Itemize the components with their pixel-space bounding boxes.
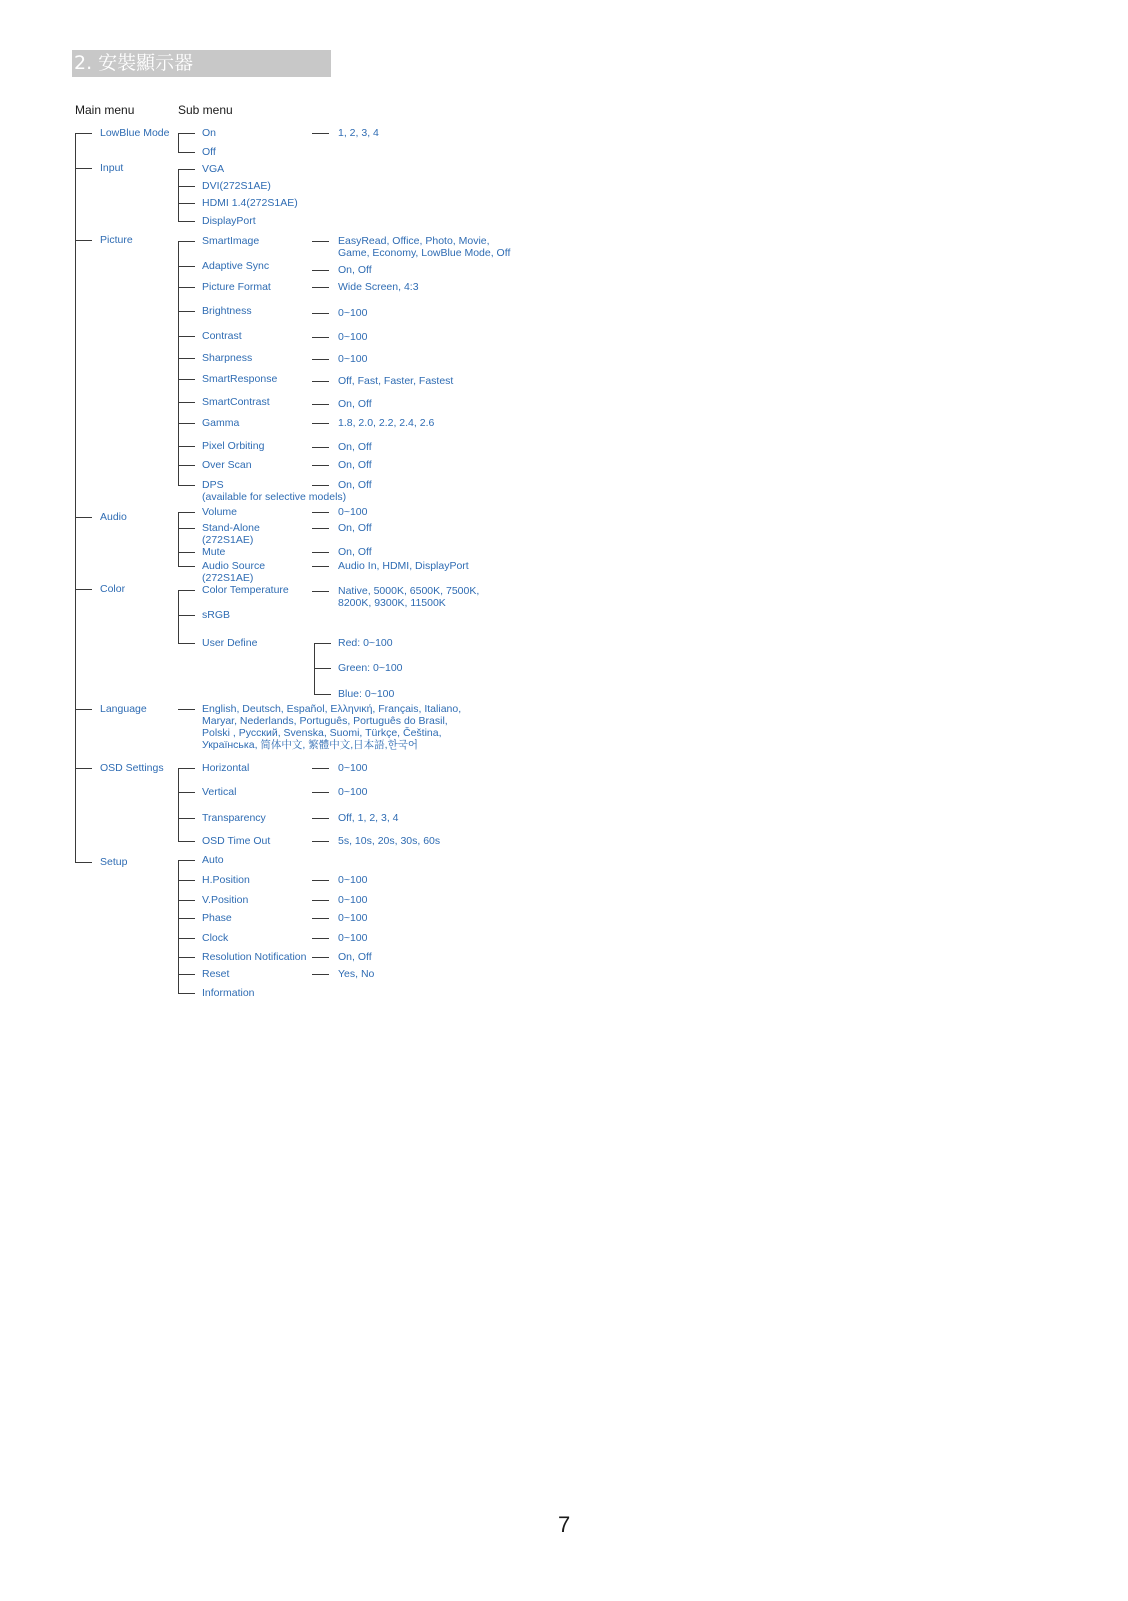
main-menu-connector xyxy=(75,589,92,590)
sub-menu-value: Off, 1, 2, 3, 4 xyxy=(338,812,399,824)
value-connector xyxy=(312,465,329,466)
sub-menu-connector xyxy=(178,590,195,591)
sub-menu-item: H.Position xyxy=(202,874,250,886)
value-connector xyxy=(312,447,329,448)
main-menu-language: Language xyxy=(100,703,147,715)
sub-menu-connector xyxy=(178,169,195,170)
user-define-connector xyxy=(314,694,331,695)
main-menu-connector xyxy=(75,168,92,169)
sub-menu-connector xyxy=(178,880,195,881)
sub-menu-connector xyxy=(178,938,195,939)
sub-menu-value: EasyRead, Office, Photo, Movie, xyxy=(338,235,490,247)
sub-menu-item: (272S1AE) xyxy=(202,572,254,584)
sub-menu-item: Information xyxy=(202,987,255,999)
sub-menu-item: Stand-Alone xyxy=(202,522,260,534)
sub-menu-connector xyxy=(178,186,195,187)
sub-menu-value: 1.8, 2.0, 2.2, 2.4, 2.6 xyxy=(338,417,435,429)
main-menu-connector xyxy=(75,862,92,863)
sub-menu-item: Pixel Orbiting xyxy=(202,440,265,452)
value-connector xyxy=(312,404,329,405)
sub-menu-item: Over Scan xyxy=(202,459,252,471)
sub-menu-item: VGA xyxy=(202,163,225,175)
sub-menu-connector xyxy=(178,974,195,975)
main-menu-color: Color xyxy=(100,583,126,595)
sub-menu-item: DPS xyxy=(202,479,224,491)
sub-menu-connector xyxy=(178,918,195,919)
language-options-line: English, Deutsch, Español, Ελληνική, Français, Italiano, xyxy=(202,703,462,715)
sub-menu-value: On, Off xyxy=(338,951,372,963)
sub-menu-item: Transparency xyxy=(202,812,266,824)
sub-menu-connector xyxy=(178,512,195,513)
value-connector xyxy=(312,512,329,513)
value-connector xyxy=(312,938,329,939)
sub-menu-value: Game, Economy, LowBlue Mode, Off xyxy=(338,247,511,259)
value-connector xyxy=(312,768,329,769)
sub-menu-connector xyxy=(178,402,195,403)
user-define-connector xyxy=(314,643,331,644)
user-define-value: Green: 0~100 xyxy=(338,662,403,674)
sub-menu-item: Clock xyxy=(202,932,229,944)
sub-menu-item: Volume xyxy=(202,506,238,518)
value-connector xyxy=(312,359,329,360)
sub-menu-connector xyxy=(178,336,195,337)
sub-menu-item: SmartContrast xyxy=(202,396,270,408)
sub-menu-value: 5s, 10s, 20s, 30s, 60s xyxy=(338,835,441,847)
sub-menu-item: HDMI 1.4(272S1AE) xyxy=(202,197,298,209)
value-connector xyxy=(312,133,329,134)
value-connector xyxy=(312,337,329,338)
sub-menu-item: DVI(272S1AE) xyxy=(202,180,271,192)
sub-menu-item: (272S1AE) xyxy=(202,534,254,546)
main-menu-osd-settings: OSD Settings xyxy=(100,762,164,774)
main-menu-input: Input xyxy=(100,162,124,174)
sub-menu-value: Off, Fast, Faster, Fastest xyxy=(338,375,454,387)
sub-menu-connector xyxy=(178,792,195,793)
sub-menu-value: Yes, No xyxy=(338,968,375,980)
page-number: 7 xyxy=(558,1512,571,1537)
sub-menu-value: 0~100 xyxy=(338,894,368,906)
main-menu-lowblue-mode: LowBlue Mode xyxy=(100,127,170,139)
sub-menu-item: SmartImage xyxy=(202,235,260,247)
sub-menu-value: 0~100 xyxy=(338,762,368,774)
value-connector xyxy=(312,313,329,314)
value-connector xyxy=(312,918,329,919)
sub-menu-note: (available for selective models) xyxy=(202,491,347,503)
value-connector xyxy=(312,287,329,288)
sub-menu-value: On, Off xyxy=(338,441,372,453)
sub-menu-value: 8200K, 9300K, 11500K xyxy=(338,597,446,609)
user-define-spine xyxy=(314,643,315,695)
language-connector xyxy=(178,709,195,710)
sub-menu-value: On, Off xyxy=(338,522,372,534)
sub-menu-connector xyxy=(178,957,195,958)
sub-menu-item: sRGB xyxy=(202,609,231,621)
sub-menu-connector xyxy=(178,615,195,616)
sub-menu-connector xyxy=(178,152,195,153)
sub-menu-connector xyxy=(178,446,195,447)
sub-menu-value: Audio In, HDMI, DisplayPort xyxy=(338,560,469,572)
sub-menu-item: Mute xyxy=(202,546,226,558)
sub-menu-spine-lowblue-mode xyxy=(178,133,179,153)
sub-menu-value: 0~100 xyxy=(338,912,368,924)
sub-menu-connector xyxy=(178,900,195,901)
sub-menu-connector xyxy=(178,993,195,994)
sub-menu-item: User Define xyxy=(202,637,258,649)
sub-menu-connector xyxy=(178,203,195,204)
sub-menu-item: DisplayPort xyxy=(202,215,256,227)
value-connector xyxy=(312,591,329,592)
sub-menu-item: Horizontal xyxy=(202,762,250,774)
sub-menu-spine-osd-settings xyxy=(178,768,179,842)
language-options-line: Українська, 简体中文, 繁體中文,日本語,한국어 xyxy=(202,739,419,751)
main-menu-audio: Audio xyxy=(100,511,127,523)
value-connector xyxy=(312,423,329,424)
value-connector xyxy=(312,485,329,486)
value-connector xyxy=(312,241,329,242)
sub-menu-value: 0~100 xyxy=(338,506,368,518)
value-connector xyxy=(312,552,329,553)
sub-menu-value: Native, 5000K, 6500K, 7500K, xyxy=(338,585,480,597)
sub-menu-connector xyxy=(178,566,195,567)
sub-menu-value: 0~100 xyxy=(338,353,368,365)
user-define-connector xyxy=(314,668,331,669)
main-menu-connector xyxy=(75,240,92,241)
sub-menu-connector xyxy=(178,423,195,424)
sub-menu-item: Off xyxy=(202,146,216,158)
sub-menu-item: Adaptive Sync xyxy=(202,260,270,272)
main-menu-picture: Picture xyxy=(100,234,133,246)
sub-menu-item: Vertical xyxy=(202,786,237,798)
sub-menu-item: Resolution Notification xyxy=(202,951,307,963)
sub-menu-value: On, Off xyxy=(338,459,372,471)
sub-menu-value: 0~100 xyxy=(338,786,368,798)
sub-menu-connector xyxy=(178,485,195,486)
main-menu-connector xyxy=(75,133,92,134)
value-connector xyxy=(312,528,329,529)
main-menu-connector xyxy=(75,517,92,518)
language-options-line: Polski , Русский, Svenska, Suomi, Türkçe, Čeština, xyxy=(202,727,442,739)
sub-menu-item: Picture Format xyxy=(202,281,271,293)
sub-menu-connector xyxy=(178,552,195,553)
value-connector xyxy=(312,900,329,901)
sub-menu-connector xyxy=(178,860,195,861)
sub-menu-item: Sharpness xyxy=(202,352,253,364)
sub-menu-item: Reset xyxy=(202,968,230,980)
sub-menu-value: On, Off xyxy=(338,546,372,558)
sub-menu-item: Color Temperature xyxy=(202,584,289,596)
value-connector xyxy=(312,381,329,382)
value-connector xyxy=(312,792,329,793)
main-menu-setup: Setup xyxy=(100,856,128,868)
sub-menu-connector xyxy=(178,133,195,134)
sub-menu-value: 0~100 xyxy=(338,307,368,319)
sub-menu-connector xyxy=(178,287,195,288)
value-connector xyxy=(312,270,329,271)
sub-menu-spine-picture xyxy=(178,241,179,486)
value-connector xyxy=(312,880,329,881)
sub-menu-spine-color xyxy=(178,590,179,644)
sub-menu-connector xyxy=(178,266,195,267)
sub-menu-item: SmartResponse xyxy=(202,373,278,385)
main-menu-spine xyxy=(75,133,76,863)
sub-menu-item: OSD Time Out xyxy=(202,835,271,847)
sub-menu-connector xyxy=(178,379,195,380)
column-header-sub-menu: Sub menu xyxy=(178,103,233,117)
sub-menu-value: On, Off xyxy=(338,398,372,410)
value-connector xyxy=(312,974,329,975)
column-header-main-menu: Main menu xyxy=(75,103,135,117)
user-define-value: Red: 0~100 xyxy=(338,637,393,649)
sub-menu-item: Gamma xyxy=(202,417,240,429)
sub-menu-connector xyxy=(178,311,195,312)
value-connector xyxy=(312,566,329,567)
sub-menu-value: On, Off xyxy=(338,479,372,491)
sub-menu-item: Audio Source xyxy=(202,560,266,572)
sub-menu-connector xyxy=(178,768,195,769)
sub-menu-item: Brightness xyxy=(202,305,252,317)
sub-menu-value: 0~100 xyxy=(338,874,368,886)
sub-menu-value: 0~100 xyxy=(338,331,368,343)
user-define-value: Blue: 0~100 xyxy=(338,688,395,700)
sub-menu-spine-input xyxy=(178,169,179,222)
sub-menu-value: Wide Screen, 4:3 xyxy=(338,281,419,293)
language-options-line: Maryar, Nederlands, Português, Português do Brasil, xyxy=(202,715,448,727)
main-menu-connector xyxy=(75,709,92,710)
value-connector xyxy=(312,818,329,819)
sub-menu-value: 1, 2, 3, 4 xyxy=(338,127,379,139)
sub-menu-item: V.Position xyxy=(202,894,249,906)
sub-menu-item: Contrast xyxy=(202,330,242,342)
value-connector xyxy=(312,957,329,958)
sub-menu-connector xyxy=(178,528,195,529)
sub-menu-value: 0~100 xyxy=(338,932,368,944)
sub-menu-item: On xyxy=(202,127,217,139)
sub-menu-connector xyxy=(178,643,195,644)
value-connector xyxy=(312,841,329,842)
sub-menu-connector xyxy=(178,841,195,842)
sub-menu-spine-audio xyxy=(178,512,179,567)
sub-menu-connector xyxy=(178,818,195,819)
sub-menu-connector xyxy=(178,358,195,359)
sub-menu-item: Auto xyxy=(202,854,224,866)
sub-menu-connector xyxy=(178,221,195,222)
section-title: 2. 安裝顯示器 xyxy=(72,50,331,77)
sub-menu-value: On, Off xyxy=(338,264,372,276)
sub-menu-item: Phase xyxy=(202,912,232,924)
sub-menu-connector xyxy=(178,241,195,242)
sub-menu-connector xyxy=(178,465,195,466)
main-menu-connector xyxy=(75,768,92,769)
